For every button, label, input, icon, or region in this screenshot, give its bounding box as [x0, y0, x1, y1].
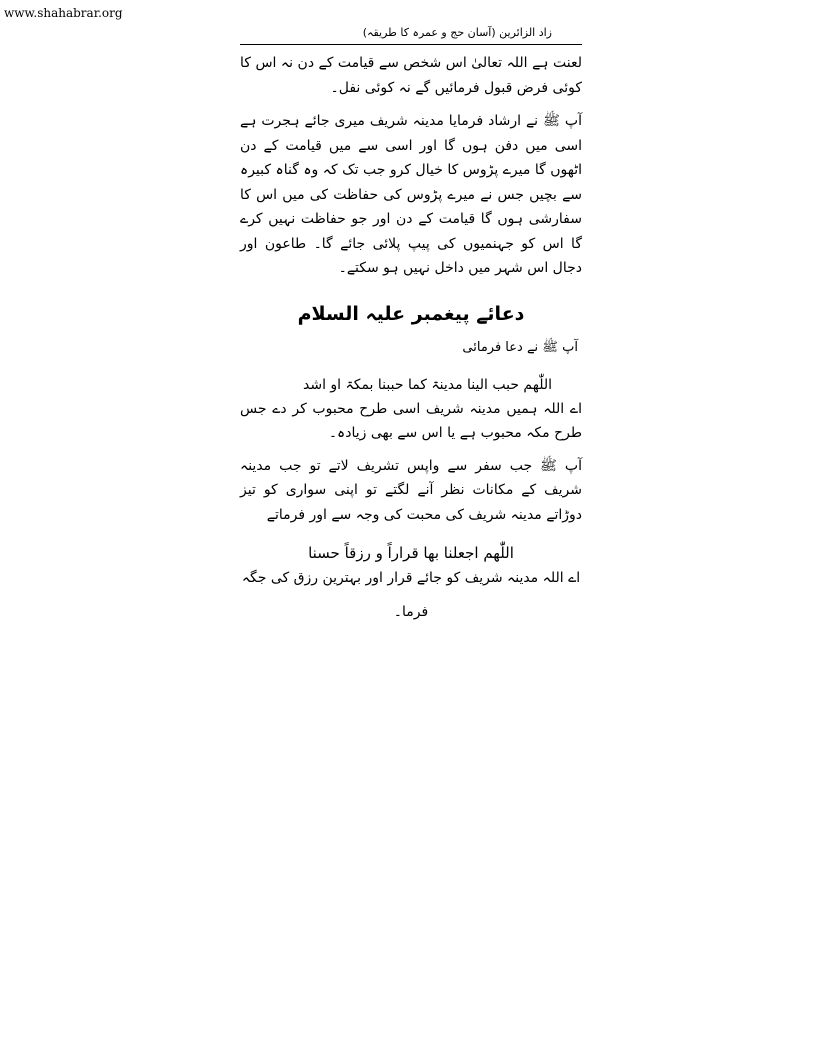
prayer-intro: آپ ﷺ نے دعا فرمائی	[462, 339, 578, 355]
translation-2-line-1: اے اللہ مدینہ شریف کو جائے قرار اور بہترین رزق کی جگہ	[241, 570, 581, 586]
section-heading: دعائے پیغمبر علیہ السلام	[297, 302, 525, 325]
paragraph-curse: لعنت ہے اللہ تعالیٰ اس شخص سے قیامت کے دن نہ اس کا کوئی فرض قبول فرمائیں گے نہ کوئی نفل۔	[240, 55, 582, 96]
paragraph-return-journey: آپ ﷺ جب سفر سے واپس تشریف لاتے تو جب مدینہ شریف کے مکانات نظر آنے لگتے تو اپنی سواری کو تیز دوڑاتے مدینہ شریف کی محبت کی وجہ سے اور فرماتے	[240, 457, 582, 523]
translation-2-line-2: فرما۔	[393, 604, 429, 620]
header-rule	[240, 44, 582, 45]
arabic-prayer-2: اللّٰھم اجعلنا بھا قراراً و رزقاً حسنا	[308, 544, 514, 562]
document-page	[240, 22, 582, 625]
running-header: زاد الزائرین (آسان حج و عمرہ کا طریقہ)	[362, 26, 552, 39]
translation-1: اے اللہ ہمیں مدینہ شریف اسی طرح محبوب کر دے جس طرح مکہ محبوب ہے یا اس سے بھی زیادہ۔	[240, 400, 582, 441]
site-url: www.shahabrar.org	[4, 6, 123, 20]
paragraph-hadith-madinah: آپ ﷺ نے ارشاد فرمایا مدینہ شریف میری جائے ہجرت ہے اسی میں دفن ہوں گا اور اسی سے میں قیامت کے دن اٹھوں گا میرے پڑوس کا خیال کرو جب تک کہ وہ گناہ کبیرہ سے بچیں جس نے میرے پڑوس کی حفاظت کی میں اس کا سفارشی ہوں گا قیامت کے دن اور جو حفاظت نہیں کرے گا اس کو جہنمیوں کی پیپ پلائی جائے گا۔ طاعون اور دجال اس شہر میں داخل نہیں ہو سکتے۔	[240, 113, 582, 276]
arabic-prayer-1: اللّٰھم حبب الینا مدینۃ کما حببنا بمکۃ او اشد	[303, 376, 552, 393]
